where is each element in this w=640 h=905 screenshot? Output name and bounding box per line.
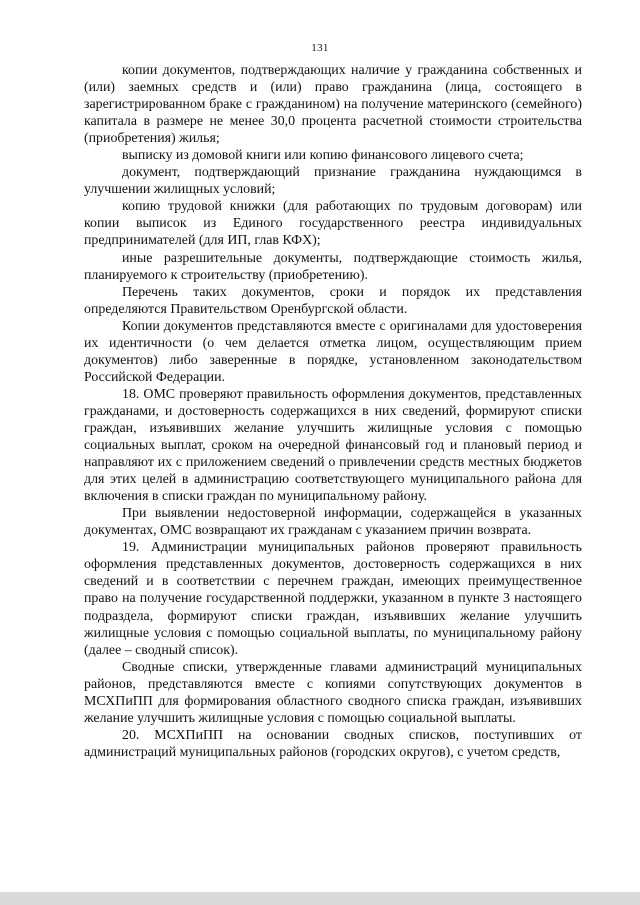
paragraph-copies: Копии документов представляются вместе с оригиналами для удостоверения их идентичности (о чем делается отметка лицом, осуществляющим прием документов) либо заверенные в порядке, установленном законодательством Российской Федерации. bbox=[84, 318, 582, 385]
document-body bbox=[84, 62, 582, 761]
paragraph-item-20: 20. МСХПиПП на основании сводных списков, поступивших от администраций муниципальных районов (городских округов), с учетом средств, bbox=[84, 727, 582, 760]
paragraph-document-list: Перечень таких документов, сроки и порядок их представления определяются Правительством Оренбургской области. bbox=[84, 284, 582, 317]
scan-bottom-edge bbox=[0, 892, 640, 905]
paragraph-needy-recognition: документ, подтверждающий признание гражданина нуждающимся в улучшении жилищных условий; bbox=[84, 165, 582, 198]
paragraph-item-18: 18. ОМС проверяют правильность оформления документов, представленных гражданами, и достоверность содержащихся в них сведений, формируют списки граждан, изъявивших желание улучшить жилищные условия с помощью социальных выплат, сроком на очередной финансовый год и плановый период и направляют их с приложением сведений о привлечении средств местных бюджетов для этих целей в администрацию соответствующего муниципального района для включения в списки граждан по муниципальному району. bbox=[84, 386, 582, 505]
paragraph-summary-lists: Сводные списки, утвержденные главами администраций муниципальных районов, представляются вместе с копиями сопутствующих документов в МСХПиПП для формирования областного сводного списка граждан, изъявивших желание улучшить жилищные условия с помощью социальной выплаты. bbox=[84, 659, 582, 726]
paragraph-documents-funds: копии документов, подтверждающих наличие у гражданина собственных и (или) заемных средств и (или) право гражданина (лица, состоящего в зарегистрированном браке с гражданином) на получение материнского (семейного) капитала в размере не менее 30,0 процента расчетной стоимости строительства (приобретения) жилья; bbox=[84, 63, 582, 147]
paragraph-invalid-info: При выявлении недостоверной информации, содержащейся в указанных документах, ОМС возвращают их гражданам с указанием причин возврата. bbox=[84, 506, 582, 539]
paragraph-house-register: выписку из домовой книги или копию финансового лицевого счета; bbox=[122, 148, 524, 164]
paragraph-permits: иные разрешительные документы, подтверждающие стоимость жилья, планируемого к строительству (приобретению). bbox=[84, 250, 582, 283]
paragraph-item-19: 19. Администрации муниципальных районов проверяют правильность оформления представленных документов, достоверность содержащихся в них сведений и в соответствии с перечнем граждан, имеющих преимущественное право на получение государственной поддержки, указанном в пункте 3 настоящего подраздела, формируют списки граждан, изъявивших желание улучшить жилищные условия с помощью социальной выплаты, по муниципальному району (далее – сводный список). bbox=[84, 540, 582, 658]
page-number: 131 bbox=[311, 42, 329, 54]
paragraph-work-record: копию трудовой книжки (для работающих по трудовым договорам) или копии выписок из Единого государственного реестра индивидуальных предпринимателей (для ИП, глав КФХ); bbox=[84, 199, 582, 249]
